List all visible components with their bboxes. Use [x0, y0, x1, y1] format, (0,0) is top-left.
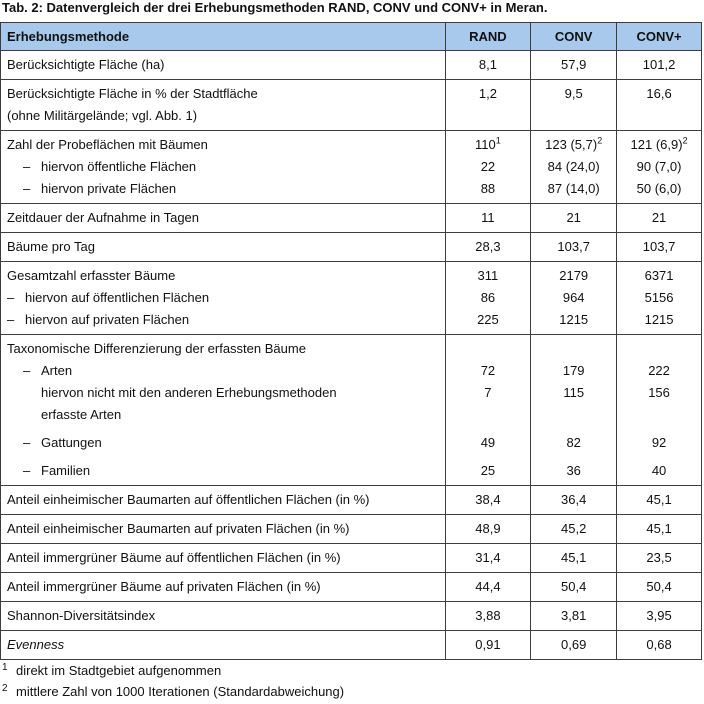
cell-conv-plus: 0,68: [646, 637, 672, 652]
cell-conv: 57,9: [561, 57, 587, 72]
cell-rand: 86: [480, 290, 496, 305]
comparison-table: [0, 22, 702, 660]
footnote-text: mittlere Zahl von 1000 Iterationen (Standardabweichung): [16, 684, 345, 699]
cell-conv: 45,1: [561, 550, 587, 565]
cell-conv-plus: 21: [651, 210, 667, 225]
row-label: Anteil einheimischer Baumarten auf privaten Flächen (in %): [7, 521, 350, 536]
sub-row-label: – hiervon auf öffentlichen Flächen: [7, 290, 210, 305]
cell-conv: 82: [566, 435, 581, 450]
cell-conv-plus: 92: [651, 435, 667, 450]
table-row: [1, 631, 702, 660]
cell-conv: 36: [566, 463, 581, 478]
cell-conv-plus: 23,5: [646, 550, 672, 565]
row-label: Berücksichtigte Fläche in % der Stadtfläche: [7, 86, 258, 101]
cell-rand: 72: [480, 363, 496, 378]
cell-conv-plus: 16,6: [646, 86, 672, 101]
footnotes: [2, 660, 344, 702]
row-label: Shannon-Diversitätsindex: [7, 608, 156, 623]
table-caption: Tab. 2: Datenvergleich der drei Erhebungsmethoden RAND, CONV und CONV+ in Meran.: [2, 0, 548, 15]
cell-conv: 50,4: [561, 579, 587, 594]
cell-rand: 88: [480, 181, 496, 196]
row-label: Bäume pro Tag: [7, 239, 95, 254]
cell-conv: 1215: [559, 312, 589, 327]
cell-rand: 25: [480, 463, 496, 478]
sub-row-label: – hiervon auf privaten Flächen: [7, 312, 190, 327]
cell-conv-plus: 6371: [644, 268, 674, 283]
cell-rand: 11: [481, 210, 495, 225]
cell-rand: 225: [477, 312, 499, 327]
header-rand: RAND: [445, 23, 531, 51]
header-row: [1, 23, 702, 51]
cell-rand: 44,4: [475, 579, 501, 594]
table-row: [1, 515, 702, 544]
cell-conv: 87 (14,0): [547, 181, 600, 196]
cell-conv-plus: 40: [651, 463, 667, 478]
row-label: Berücksichtigte Fläche (ha): [7, 57, 165, 72]
cell-conv: 103,7: [557, 239, 590, 254]
header-method: Erhebungsmethode: [1, 23, 446, 51]
cell-rand: 0,91: [475, 637, 501, 652]
cell-conv: 2179: [559, 268, 589, 283]
cell-rand: 28,3: [475, 239, 501, 254]
cell-conv: 179: [562, 363, 585, 378]
cell-rand: 311: [477, 268, 499, 283]
table-row: [1, 544, 702, 573]
cell-conv-plus: 50,4: [646, 579, 672, 594]
cell-rand: $110^1$: [475, 135, 501, 152]
row-label: Anteil immergrüner Bäume auf privaten Flächen (in %): [7, 579, 321, 594]
sub-row-label-continued: erfasste Arten: [41, 407, 122, 422]
cell-conv: 0,69: [561, 637, 587, 652]
table-row: [1, 204, 702, 233]
cell-conv-plus: 45,1: [646, 521, 672, 536]
footnote: [2, 681, 344, 702]
cell-conv: 36,4: [561, 492, 587, 507]
cell-conv: 9,5: [564, 86, 583, 101]
sub-row-label: – Familien: [23, 463, 91, 478]
sub-row-label: – Gattungen: [23, 435, 102, 450]
cell-rand: 1,2: [478, 86, 497, 101]
footnote-ref: 2: [682, 135, 688, 146]
footnote-ref: 2: [597, 135, 603, 146]
cell-rand: 48,9: [475, 521, 501, 536]
footnote-mark: 2: [2, 683, 8, 694]
row-label: Zahl der Probeflächen mit Bäumen: [7, 137, 208, 152]
cell-conv-plus: 5156: [644, 290, 674, 305]
cell-conv-plus: 90 (7,0): [636, 159, 682, 174]
cell-rand: 38,4: [475, 492, 501, 507]
table-row: [1, 80, 702, 131]
cell-conv-plus: 222: [648, 363, 670, 378]
footnote-text: direkt im Stadtgebiet aufgenommen: [16, 663, 222, 678]
cell-conv: 3,81: [561, 608, 587, 623]
cell-conv: 123 $(5,7)^2$: [545, 135, 603, 152]
header-conv: CONV: [531, 23, 617, 51]
cell-conv: 84 (24,0): [547, 159, 600, 174]
cell-rand: 8,1: [478, 57, 497, 72]
row-label: Zeitdauer der Aufnahme in Tagen: [7, 210, 200, 225]
table-row: [1, 131, 702, 204]
cell-conv-plus: 45,1: [646, 492, 672, 507]
sub-row-label: – Arten: [23, 363, 73, 378]
table-row: [1, 573, 702, 602]
footnote-ref: 1: [495, 135, 501, 146]
table-row: [1, 233, 702, 262]
row-label-continued: (ohne Militärgelände; vgl. Abb. 1): [7, 108, 198, 123]
row-label: Anteil einheimischer Baumarten auf öffentlichen Flächen (in %): [7, 492, 370, 507]
cell-conv-plus: 156: [648, 385, 670, 400]
table-row: [1, 486, 702, 515]
row-label: Gesamtzahl erfasster Bäume: [7, 268, 176, 283]
table-row: [1, 602, 702, 631]
cell-rand: 3,88: [475, 608, 501, 623]
cell-conv: 45,2: [561, 521, 587, 536]
cell-conv: 115: [563, 385, 585, 400]
cell-rand: 31,4: [475, 550, 501, 565]
sub-row-label: – hiervon öffentliche Flächen: [23, 159, 197, 174]
table-row: [1, 335, 702, 486]
table-row: [1, 51, 702, 80]
table-row: [1, 262, 702, 335]
row-label: Evenness: [7, 637, 65, 652]
cell-conv-plus: 50 (6,0): [636, 181, 682, 196]
header-conv-plus: CONV+: [617, 23, 702, 51]
cell-rand: 49: [480, 435, 496, 450]
cell-conv-plus: 101,2: [642, 57, 676, 72]
cell-conv-plus: 121 $(6,9)^2$: [630, 135, 688, 152]
cell-conv: 964: [562, 290, 585, 305]
row-label: Taxonomische Differenzierung der erfassten Bäume: [7, 341, 306, 356]
row-label: Anteil immergrüner Bäume auf öffentlichen Flächen (in %): [7, 550, 341, 565]
footnote-mark: 1: [2, 662, 8, 673]
sub-row-label: – hiervon private Flächen: [23, 181, 177, 196]
cell-conv-plus: 3,95: [646, 608, 672, 623]
sub-row-label: hiervon nicht mit den anderen Erhebungsmethoden: [41, 385, 337, 400]
footnote: [2, 660, 344, 681]
cell-rand: 22: [480, 159, 496, 174]
cell-conv-plus: 1215: [644, 312, 674, 327]
cell-conv-plus: 103,7: [642, 239, 676, 254]
cell-rand: 7: [484, 385, 492, 400]
cell-conv: 21: [566, 210, 581, 225]
